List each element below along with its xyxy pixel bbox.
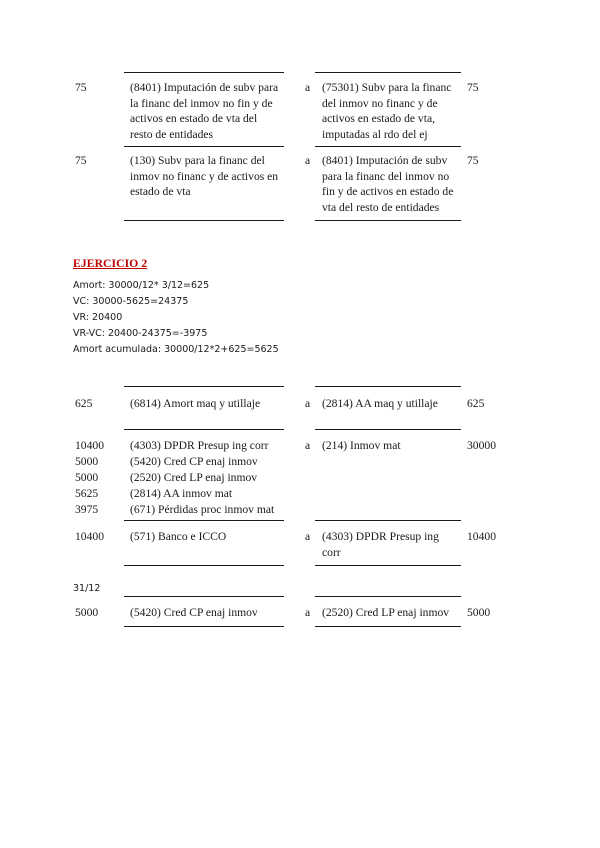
credit-rule-bottom xyxy=(315,565,461,566)
debit-account: (6814) Amort maq y utillaje xyxy=(130,397,261,410)
debit-rule-top xyxy=(124,520,284,521)
credit-account: (8401) Imputación de subv para la financ del inmov no fin y de activos en estado de vta del resto de entidades xyxy=(322,154,454,214)
debit-account: (2520) Cred LP enaj inmov xyxy=(130,471,258,484)
credit-rule-bottom xyxy=(315,220,461,221)
a-separator: a xyxy=(305,439,311,452)
credit-rule-top xyxy=(315,429,461,430)
credit-amount: 30000 xyxy=(467,439,496,452)
debit-rule-bottom xyxy=(124,565,284,566)
credit-amount: 10400 xyxy=(467,530,496,543)
calc-line: VR: 20400 xyxy=(73,312,123,323)
credit-rule-top xyxy=(315,596,461,597)
calc-line: Amort: 30000/12* 3/12=625 xyxy=(73,280,210,291)
debit-account: (130) Subv para la financ del inmov no financ y de activos en estado de vta xyxy=(130,154,279,198)
debit-account: (8401) Imputación de subv para la financ del inmov no fin y de activos en estado de vta del resto de entidades xyxy=(130,81,279,141)
debit-amount: 5000 xyxy=(75,471,99,484)
debit-rule-top xyxy=(124,429,284,430)
credit-account: (4303) DPDR Presup ing corr xyxy=(322,530,439,559)
debit-account: (2814) AA inmov mat xyxy=(130,487,233,500)
credit-amount: 75 xyxy=(467,81,479,94)
credit-account: (2814) AA maq y utillaje xyxy=(322,397,438,410)
credit-amount: 75 xyxy=(467,154,479,167)
credit-account: (214) Inmov mat xyxy=(322,439,401,452)
debit-rule-bottom xyxy=(124,626,284,627)
credit-rule-top xyxy=(315,72,461,73)
credit-account: (2520) Cred LP enaj inmov xyxy=(322,606,450,619)
debit-rule-bottom xyxy=(124,220,284,221)
credit-rule-top xyxy=(315,146,461,147)
debit-amount: 75 xyxy=(75,154,87,167)
debit-rule-top xyxy=(124,72,284,73)
debit-rule-top xyxy=(124,386,284,387)
calculations xyxy=(73,278,279,358)
debit-account: (5420) Cred CP enaj inmov xyxy=(130,606,258,619)
a-separator: a xyxy=(305,397,311,410)
calc-line: VC: 30000-5625=24375 xyxy=(73,296,189,307)
a-separator: a xyxy=(305,81,311,94)
credit-rule-bottom xyxy=(315,626,461,627)
a-separator: a xyxy=(305,606,311,619)
debit-account: (4303) DPDR Presup ing corr xyxy=(130,439,269,452)
debit-amount: 10400 xyxy=(75,530,104,543)
debit-amount: 75 xyxy=(75,81,87,94)
credit-account: (75301) Subv para la financ del inmov no financ y de activos en estado de vta, imputadas al rdo del ej xyxy=(322,81,452,141)
credit-rule-top xyxy=(315,520,461,521)
debit-amount: 10400 xyxy=(75,439,104,452)
debit-account: (5420) Cred CP enaj inmov xyxy=(130,455,258,468)
calc-line: VR-VC: 20400-24375=-3975 xyxy=(73,328,208,339)
exercise-title: EJERCICIO 2 xyxy=(73,257,148,270)
debit-account: (571) Banco e ICCO xyxy=(130,530,227,543)
date-label: 31/12 xyxy=(73,583,101,594)
debit-account: (671) Pérdidas proc inmov mat xyxy=(130,503,275,516)
calc-line: Amort acumulada: 30000/12*2+625=5625 xyxy=(73,344,279,355)
debit-amount: 5625 xyxy=(75,487,99,500)
credit-amount: 625 xyxy=(467,397,485,410)
a-separator: a xyxy=(305,530,311,543)
debit-rule-top xyxy=(124,146,284,147)
credit-rule-top xyxy=(315,386,461,387)
debit-amount: 625 xyxy=(75,397,93,410)
credit-amount: 5000 xyxy=(467,606,491,619)
debit-amount: 5000 xyxy=(75,455,99,468)
a-separator: a xyxy=(305,154,311,167)
debit-amount: 3975 xyxy=(75,503,99,516)
debit-rule-top xyxy=(124,596,284,597)
debit-amount: 5000 xyxy=(75,606,99,619)
